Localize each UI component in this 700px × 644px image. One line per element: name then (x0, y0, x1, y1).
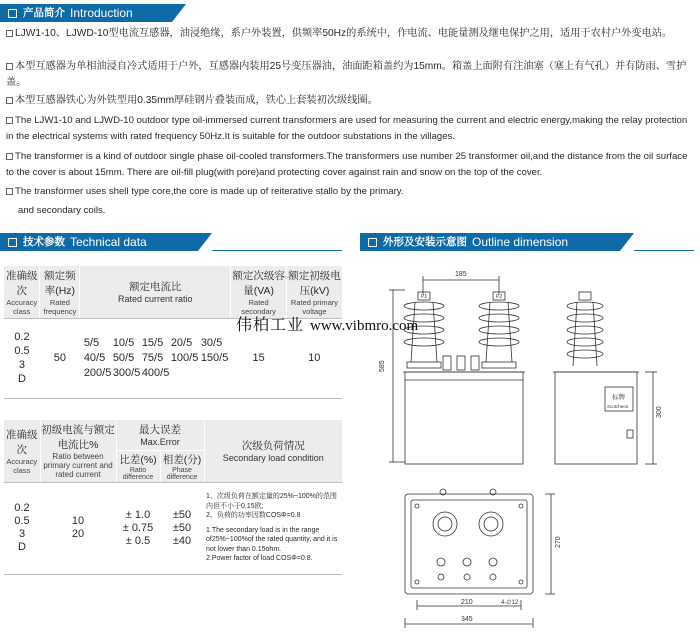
header-phase-difference: 相差(分) Phase difference (160, 450, 204, 482)
outline-header-corner (620, 233, 634, 251)
intro-paragraph: 本型互感器为单相油浸自冷式适用于户外，互感器内装用25号变压器油，油面距箱盖约为15mm。箱盖上面附有注油塞（塞上有气孔）并有防雨、雪护盖。 (6, 61, 687, 88)
intro-paragraph-en: and secondary coils. (18, 205, 106, 216)
outline-header-rule (634, 250, 694, 251)
dim-hole-span: 210 (461, 599, 473, 606)
intro-paragraph-en: The LJW1-10 and LJWD-10 outdoor type oil-immersed current transformers are used for measuring the current and electric energy,making the relay protection in the electrical systems with rated frequency 50Hz.It is suitable for the outdoor substations in the villages. (6, 115, 688, 142)
header-current-ratio: 初级电流与额定电流比% Ratio between primary current and rated current (40, 420, 116, 482)
tech-cn-title: 技术参数 (23, 236, 65, 248)
square-icon (368, 238, 377, 247)
tank-body (405, 372, 523, 464)
dim-depth: 270 (555, 536, 562, 548)
bullet-box-icon (6, 117, 13, 124)
technical-table-2 (4, 420, 342, 575)
header-rated-secondary: 额定次级容量(VA) Rated secondary (231, 266, 287, 318)
watermark (236, 312, 418, 335)
header-accuracy-class: 准确级次 Accuracy class (4, 420, 40, 482)
intro-paragraph: 本型互感器铁心为外铁型用0.35mm厚硅钢片叠装而成，铁心上套装初次级线圈。 (6, 93, 694, 109)
bullet-box-icon (6, 63, 13, 70)
intro-paragraph-en: The transformer is a kind of outdoor single phase oil-cooled transformers.The transformers use number 25 transformer oil,and the distance from the oil surface to the cover is about 15mm. There are oil-fill plug(with pore)and protecting cover against rain and snow on the top of the cover. (6, 151, 688, 178)
bullet-box-icon (6, 153, 13, 160)
dim-body-height: 300 (656, 406, 663, 418)
side-view (553, 292, 639, 464)
tech-header-bar (0, 233, 198, 251)
header-max-error: 最大误差 Max.Error (116, 420, 204, 450)
dim-total-width: 345 (461, 616, 473, 623)
insulator-right (479, 292, 519, 368)
header-rated-primary-voltage: 额定初级电压(kV) Rated primary voltage (286, 266, 342, 318)
square-icon (8, 238, 17, 247)
tech-en-title: Technical data (70, 235, 147, 249)
terminal (457, 356, 465, 370)
ratio-row: 200/5 300/5 400/5 (83, 366, 170, 379)
square-icon (8, 9, 17, 18)
header-secondary-load: 次级负荷情况 Secondary load condition (204, 420, 342, 482)
svg-text:P1: P1 (421, 294, 428, 300)
watermark-site: www.vibmro.com (310, 318, 419, 334)
outline-header-bar (360, 233, 620, 251)
tech-header-rule (212, 250, 342, 251)
intro-en-title: Introduction (70, 6, 133, 20)
cell-secondary-capacity: 15 (231, 318, 287, 398)
cell-current-ratios (80, 318, 231, 398)
intro-paragraph: LJW1-10、LJWD-10型电流互感器，油浸绝缘，系户外装置，供频率50Hz的系统中，作电流、电能量测及继电保护之用，适用于农村户外变电站。 (6, 26, 694, 42)
dim-height: 585 (379, 360, 386, 372)
tech-header-corner (198, 233, 212, 251)
header-accuracy-class: 准确级次 Accuracy class (4, 266, 40, 318)
dim-hole: 4-∅12 (501, 600, 519, 606)
intro-header-corner (172, 4, 186, 22)
intro-cn-title: 产品简介 (23, 7, 65, 19)
svg-text:Scutcheon: Scutcheon (607, 404, 629, 409)
svg-text:P2: P2 (496, 294, 503, 300)
plan-view (405, 489, 533, 594)
cell-load-notes: 1、次级负荷在额定量的25%~100%的范围内但不小于0.15欧; 2、负荷的功率因数COSΦ=0.8 1.The secondary load is in the range of25%~100%of the rated quantity, and it is not lower than 0.15ohm. 2.Power factor of load COSΦ=0.8. (204, 482, 342, 574)
cell-current-ratio: 10 20 (40, 482, 116, 574)
cell-accuracy-class: 0.2 0.5 3 D (4, 318, 40, 398)
intro-paragraph-en: The transformer uses shell type core,the core is made up of reiterative stallo by the primary. (6, 184, 694, 200)
terminal (443, 356, 451, 370)
cell-phase-difference: ±50 ±50 ±40 (160, 482, 204, 574)
outline-en-title: Outline dimension (472, 235, 569, 249)
dim-top-width: 185 (455, 271, 467, 278)
cell-primary-voltage: 10 (286, 318, 342, 398)
ratio-row: 5/5 10/5 15/5 20/5 30/5 (83, 336, 223, 349)
cell-ratio-difference: ± 1.0 ± 0.75 ± 0.5 (116, 482, 160, 574)
header-rated-frequency: 额定频率(Hz) Rated frequency (40, 266, 80, 318)
bullet-box-icon (6, 30, 13, 37)
header-ratio-difference: 比差(%) Ratio difference (116, 450, 160, 482)
bullet-box-icon (6, 188, 13, 195)
header-rated-current-ratio: 额定电流比 Rated current ratio (80, 266, 231, 318)
outline-cn-title: 外形及安装示意图 (383, 236, 467, 248)
cell-accuracy-class: 0.2 0.5 3 D (4, 482, 40, 574)
cell-frequency: 50 (40, 318, 80, 398)
terminal (471, 356, 479, 370)
watermark-cn: 伟柏工业 (236, 317, 305, 334)
bullet-box-icon (6, 97, 13, 104)
svg-text:标牌: 标牌 (612, 394, 625, 401)
ratio-row: 40/5 50/5 75/5 100/5 150/5 (83, 351, 229, 364)
intro-header-bar (0, 4, 172, 22)
